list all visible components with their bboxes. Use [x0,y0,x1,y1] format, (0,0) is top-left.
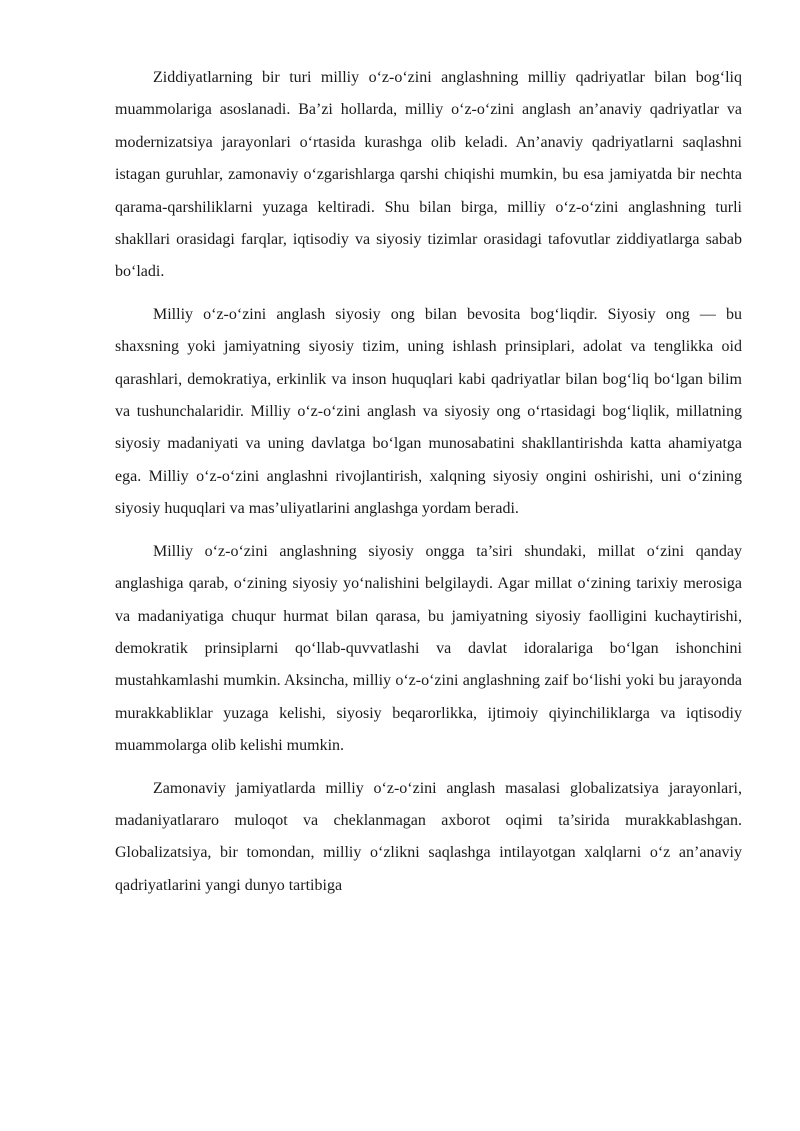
paragraph-1: Ziddiyatlarning bir turi milliy o‘z-o‘zini anglashning milliy qadriyatlar bilan bog‘liq muammolariga asoslanadi. Ba’zi hollarda, milliy o‘z-o‘zini anglash an’anaviy qadriyatlar va modernizatsiya jarayonlari o‘rtasida kurashga olib keladi. An’anaviy qadriyatlarni saqlashni istagan guruhlar, zamonaviy o‘zgarishlarga qarshi chiqishi mumkin, bu esa jamiyatda bir nechta qarama-qarshiliklarni yuzaga keltiradi. Shu bilan birga, milliy o‘z-o‘zini anglashning turli shakllari orasidagi farqlar, iqtisodiy va siyosiy tizimlar orasidagi tafovutlar ziddiyatlarga sabab bo‘ladi. [115,69,742,281]
paragraph-3: Milliy o‘z-o‘zini anglashning siyosiy ongga ta’siri shundaki, millat o‘zini qanday anglashiga qarab, o‘zining siyosiy yo‘nalishini belgilaydi. Agar millat o‘zining tarixiy merosiga va madaniyatiga chuqur hurmat bilan qarasa, bu jamiyatning siyosiy faolligini kuchaytirishi, demokratik prinsiplarni qo‘llab-quvvatlashi va davlat idoralariga bo‘lgan ishonchini mustahkamlashi mumkin. Aksincha, milliy o‘z-o‘zini anglashning zaif bo‘lishi yoki bu jarayonda murakkabliklar yuzaga kelishi, siyosiy beqarorlikka, ijtimoiy qiyinchiliklarga va iqtisodiy muammolarga olib kelishi mumkin. [115,542,742,755]
paragraph-2: Milliy o‘z-o‘zini anglash siyosiy ong bilan bevosita bog‘liqdir. Siyosiy ong — bu shaxsning yoki jamiyatning siyosiy tizim, uning ishlash prinsiplari, adolat va tenglikka oid qarashlari, demokratiya, erkinlik va inson huquqlari kabi qadriyatlar bilan bog‘liq bo‘lgan bilim va tushunchalaridir. Milliy o‘z-o‘zini anglash va siyosiy ong o‘rtasidagi bog‘liqlik, millatning siyosiy madaniyati va uning davlatga bo‘lgan munosabatini shakllantirishda katta ahamiyatga ega. Milliy o‘z-o‘zini anglashni rivojlantirish, xalqning siyosiy ongini oshirishi, uni o‘zining siyosiy huquqlari va mas’uliyatlarini anglashga yordam beradi. [115,305,742,518]
document-page [115,62,742,912]
paragraph-4: Zamonaviy jamiyatlarda milliy o‘z-o‘zini anglash masalasi globalizatsiya jarayonlari, madaniyatlararo muloqot va cheklanmagan axborot oqimi ta’sirida murakkablashgan. Globalizatsiya, bir tomondan, milliy o‘zlikni saqlashga intilayotgan xalqlarni o‘z an’anaviy qadriyatlarini yangi dunyo tartibiga [115,779,742,894]
